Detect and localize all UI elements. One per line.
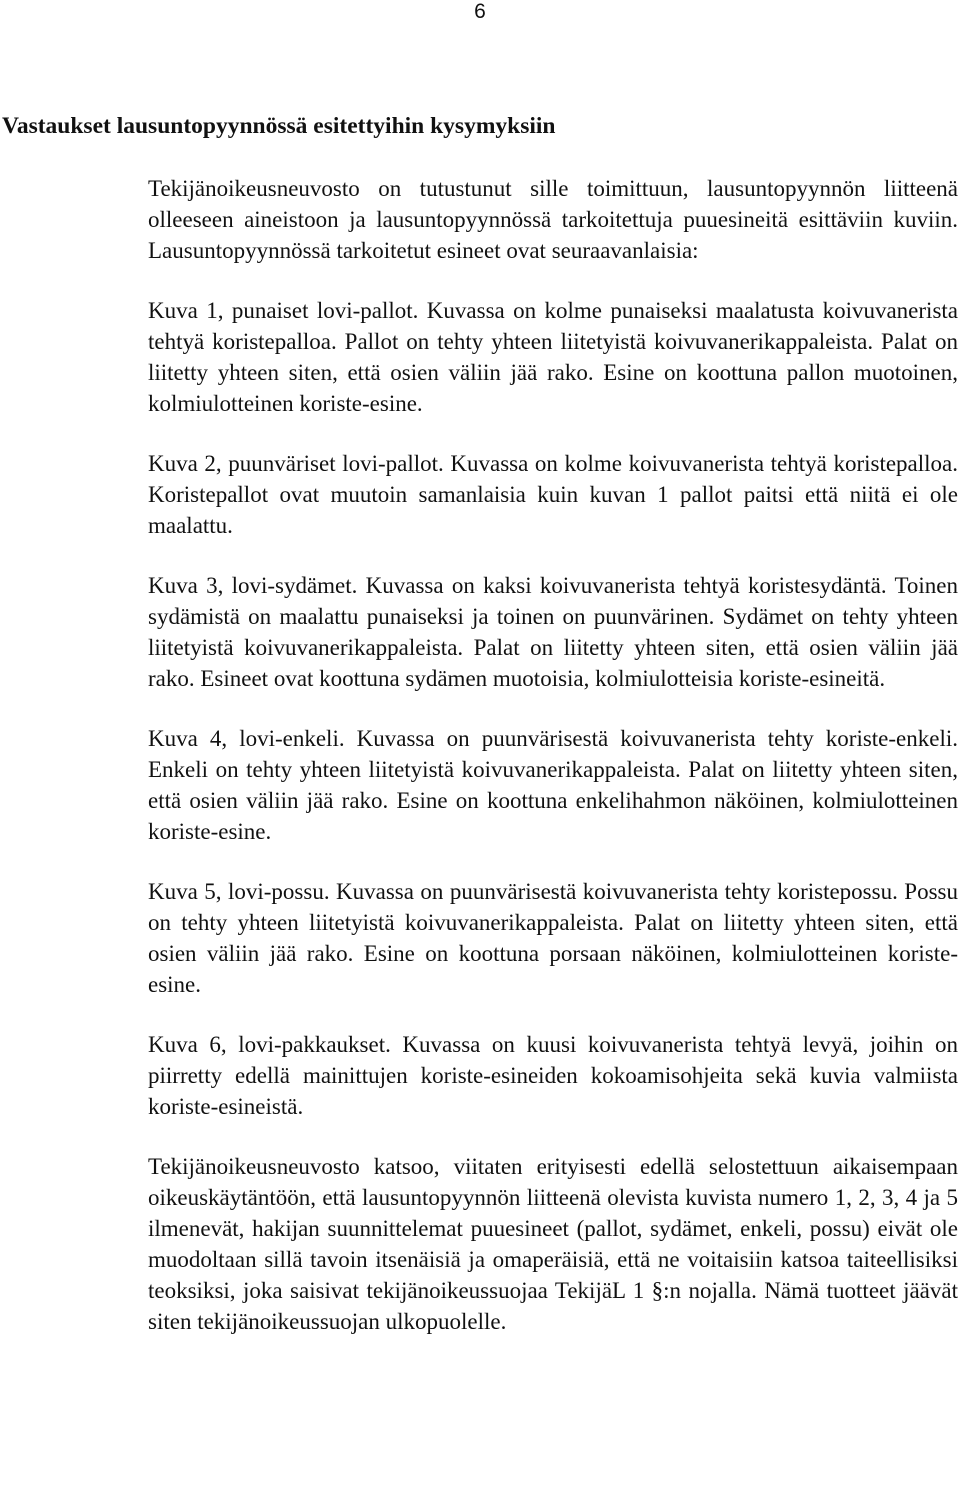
paragraph-kuva-1: Kuva 1, punaiset lovi-pallot. Kuvassa on kolme punaiseksi maalatusta koivuvanerista tehtyä koristepalloa. Pallot on tehty yhteen liitetyistä koivuvanerikappaleista. Palat on liitetty yhteen siten, että osien väliin jää rako. Esine on koottuna pallon muotoinen, kolmiulotteinen koriste-esine.: [148, 298, 958, 416]
paragraph-kuva-6: Kuva 6, lovi-pakkaukset. Kuvassa on kuusi koivuvanerista tehtyä levyä, joihin on piirretty edellä mainittujen koriste-esineiden kokoamisohjeita sekä kuvia valmiista koriste-esineistä.: [148, 1032, 958, 1119]
section-heading: Vastaukset lausuntopyynnössä esitettyihin kysymyksiin: [2, 113, 556, 139]
paragraph-kuva-4: Kuva 4, lovi-enkeli. Kuvassa on puunvärisestä koivuvanerista tehty koriste-enkeli. Enkeli on tehty yhteen liitetyistä koivuvanerikappaleista. Palat on liitetty yhteen siten, että osien väliin jää rako. Esine on koottuna enkelihahmon näköinen, kolmiulotteinen koriste-esine.: [148, 726, 958, 844]
paragraph-kuva-2: Kuva 2, puunväriset lovi-pallot. Kuvassa on kolme koivuvanerista tehtyä koristepalloa. Koristepallot ovat muutoin samanlaisia kuin kuvan 1 pallot paitsi että niitä ei ole maalattu.: [148, 451, 958, 538]
paragraph-conclusion: Tekijänoikeusneuvosto katsoo, viitaten erityisesti edellä selostettuun aikaisempaan oikeuskäytäntöön, että lausuntopyynnön liitteenä olevista kuvista numero 1, 2, 3, 4 ja 5 ilmenevät, hakijan suunnittelemat puuesineet (pallot, sydämet, enkeli, possu) eivät ole muodoltaan sillä tavoin itsenäisiä ja omaperäisiä, että ne voitaisiin katsoa taiteellisiksi teoksiksi, joka saisivat tekijänoikeussuojaa TekijäL 1 §:n nojalla. Nämä tuotteet jäävät siten tekijänoikeussuojan ulkopuolelle.: [148, 1154, 958, 1334]
page-number: 6: [474, 0, 486, 23]
paragraph-kuva-5: Kuva 5, lovi-possu. Kuvassa on puunvärisestä koivuvanerista tehty koristepossu. Possu on tehty yhteen liitetyistä koivuvanerikappaleista. Palat on liitetty yhteen siten, että osien väliin jää rako. Esine on koottuna porsaan näköinen, kolmiulotteinen koriste-esine.: [148, 879, 958, 997]
paragraph-intro: Tekijänoikeusneuvosto on tutustunut sille toimittuun, lausuntopyynnön liitteenä olleeseen aineistoon ja lausuntopyynnössä tarkoitettuja puuesineitä esittäviin kuviin. Lausuntopyynnössä tarkoitetut esineet ovat seuraavanlaisia:: [148, 176, 958, 263]
body-text: [148, 173, 958, 1337]
paragraph-kuva-3: Kuva 3, lovi-sydämet. Kuvassa on kaksi koivuvanerista tehtyä koristesydäntä. Toinen sydämistä on maalattu punaiseksi ja toinen on puunvärinen. Sydämet on tehty yhteen liitetyistä koivuvanerikappaleista. Palat on liitetty yhteen siten, että osien väliin jää rako. Esineet ovat koottuna sydämen muotoisia, kolmiulotteisia koriste-esineitä.: [148, 573, 958, 691]
